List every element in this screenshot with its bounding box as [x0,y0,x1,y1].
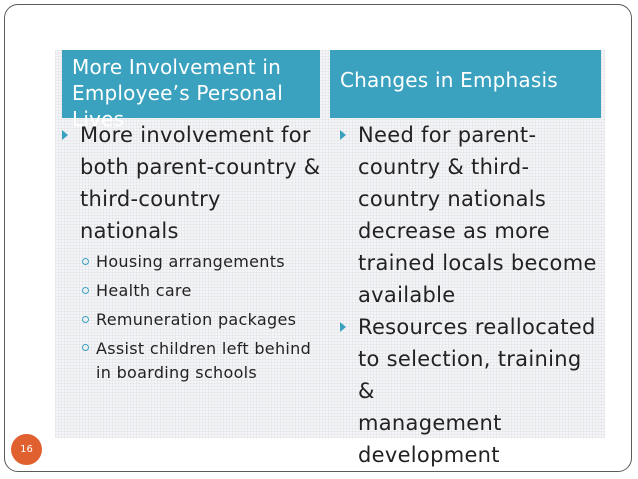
triangle-right-icon [340,322,346,332]
right-bullet-1-line-2: country & third- [358,155,530,179]
ring-bullet-icon [82,258,89,265]
slide-number-badge: 16 [11,434,42,465]
right-bullet-1-line-1: Need for parent- [358,123,537,147]
left-column-header [62,50,320,131]
right-bullet-1-line-6: available [358,283,456,307]
ring-bullet-icon [82,316,89,323]
sub-item-children [62,334,324,385]
sub-item-text: Health care [96,281,192,300]
ring-bullet-icon [82,287,89,294]
left-bullet-line-3: third-country nationals [80,187,221,243]
sub-item-text-line-1: Assist children left behind [96,339,312,358]
right-bullet-2-line-2: to selection, training & [358,347,582,403]
sub-item-text: Housing arrangements [96,252,285,271]
right-bullet-2-line-3: management [358,411,502,435]
sub-item-text-line-2: in boarding schools [96,363,258,382]
triangle-right-icon [340,130,346,140]
left-column-content [62,119,324,385]
left-header-line-1: More Involvement in [72,55,281,79]
sub-item-text: Remuneration packages [96,310,297,329]
sub-item-housing [62,247,324,276]
left-bullet-line-1: More involvement for [80,123,311,147]
right-bullet-1-line-4: decrease as more [358,219,550,243]
right-bullet-2-line-1: Resources reallocated [358,315,596,339]
right-header-title: Changes in Emphasis [340,68,558,92]
sub-item-health [62,276,324,305]
triangle-right-icon [62,130,68,140]
left-sub-list [62,247,324,385]
sub-item-remuneration [62,305,324,334]
ring-bullet-icon [82,344,89,351]
left-bullet-line-2: both parent-country & [80,155,321,179]
right-bullet-2-line-4: development [358,443,500,467]
right-bullet-1-line-5: trained locals become [358,251,597,275]
right-column-content [340,119,602,471]
right-bullet-item-2 [340,311,602,471]
left-header-line-2: Employee’s Personal Lives [72,81,284,131]
left-bullet-item [62,119,324,247]
right-column-header [330,50,601,118]
right-bullet-1-line-3: country nationals [358,187,547,211]
right-bullet-item-1 [340,119,602,311]
